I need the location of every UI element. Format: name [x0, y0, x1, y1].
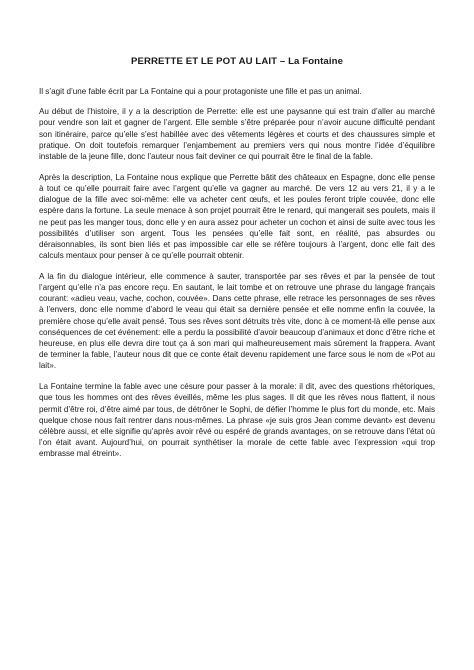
paragraph-intro: Il s’agit d’une fable écrit par La Fontaine qui a pour protagoniste une fille et pas un animal.: [39, 87, 362, 96]
paragraph-fall: A la fin du dialogue intérieur, elle commence à sauter, transportée par ses rêves et par la pensée de tout l’argent qu’elle n’a pas encore reçu. En sautant, le lait tombe et on retrouve une phrase du langage français courant: «adieu veau, vache, cochon, couvée». Dans cette phrase, elle retrace les personnages de ses rêves à l’envers, donc elle nomme d’abord le veau qui était sa dernière pensée et elle nomme enfin la couvée, la première chose qu’elle avait pensé. Tous ses rêves sont détruits très vite, donc à ce moment-là elle pense aux conséquences de cet événement: elle a perdu la possibilité d’avoir beaucoup d’animaux et donc d’être riche et heureuse, en plus elle devra dire tout ça à son mari qui malheureusement mais sûrement la frappera. Avant de terminer la fable, l’auteur nous dit que ce conte était devenu rapidement une farce sous le nom de «Pot au lait».: [39, 271, 435, 371]
paragraph-description: Au début de l’histoire, il y a la description de Perrette: elle est une paysanne qui est train d’aller au marché pour vendre son lait et gagner de l’argent. Elle semble s’être préparée pour n’avoir aucune difficulté pendant son itinéraire, parce qu’elle s’est habillée avec des vêtements légères et courts et des chaussures simple et pratique. On doit toutefois remarquer l’enjambement au premiers vers qui nous montre l’idée d’équilibre instable de la jeune fille, donc l’auteur nous fait deviner ce qui pourrait être le final de la fable.: [39, 107, 435, 162]
document-body: [39, 86, 435, 469]
paragraph-dialogue: Après la description, La Fontaine nous explique que Perrette bâtit des châteaux en Espagne, donc elle pense à tout ce qu’elle pourrait faire avec l’argent qu’elle va gagner au marché. De vers 12 au vers 21, il y a le dialogue de la fille avec soi-même: elle va acheter cent œufs, et les poules feront triple couvée, donc elle espère dans la fortune. La seule menace à son projet pourrait être le renard, qui mangerait ses poulets, mais il ne peut pas les manger tous, donc elle y en aura assez pour acheter un cochon et ainsi de suite avec tous les possibilités d’utiliser son argent. Tous les pensées qu’elle fait sont, en réalité, pas absurdes ou déraisonnables, ils sont bien liés et pas impossible car elle se réfère toujours à l’argent, donc elle fait des calculs mentaux pour penser à ce qu’elle pourrait obtenir.: [39, 172, 435, 261]
document-title: PERRETTE ET LE POT AU LAIT – La Fontaine: [130, 56, 344, 67]
paragraph-moral: La Fontaine termine la fable avec une césure pour passer à la morale: il dit, avec des questions rhétoriques, que tous les hommes ont des rêves éveillés, même les plus sages. Il dit que les rêves nous flattent, il nous permit d’être roi, d’être aimé par tous, de détrôner le Sophi, de défier l’homme le plus fort du monde, etc. Mais quelque chose nous fait rentrer dans nous-mêmes. La phrase «je suis gros Jean comme devant» est devenu célèbre aussi, et elle signifie qu’après avoir rêvé ou espéré de grands avantages, on se retrouve dans l’état où l’on était avant. Aujourd’hui, on pourrait synthétiser la morale de cette fable avec l’expression «qui trop embrasse mal étreint».: [39, 382, 435, 459]
